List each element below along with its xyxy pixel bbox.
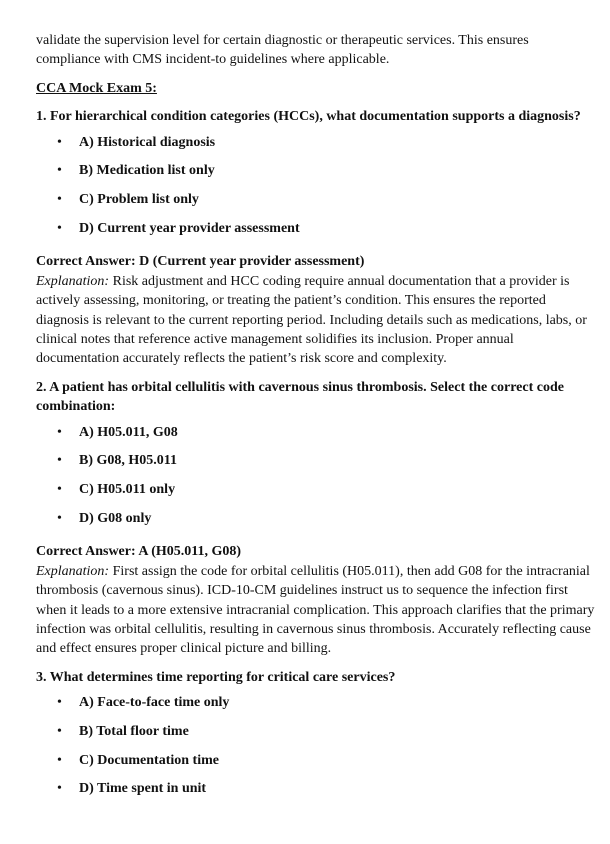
bullet-icon: • <box>57 482 62 497</box>
option-b: • B) G08, H05.011 <box>57 453 178 469</box>
option-a: • A) Face-to-face time only <box>57 695 230 711</box>
section-title: CCA Mock Exam 5: <box>36 80 157 96</box>
question-text: 1. For hierarchical condition categories (HCCs), what documentation supports a diagnosis? <box>36 109 581 125</box>
explanation-label: Explanation: <box>36 273 110 289</box>
option-d: • D) Current year provider assessment <box>57 220 300 236</box>
question-text: 2. A patient has orbital cellulitis with cavernous sinus thrombosis. Select the correct code combination: <box>36 379 564 415</box>
option-a: • A) H05.011, G08 <box>57 424 178 440</box>
option-c: • C) Documentation time <box>57 752 219 768</box>
bullet-icon: • <box>57 723 62 739</box>
bullet-icon: • <box>57 220 62 236</box>
option-b: • B) Total floor time <box>57 723 189 739</box>
correct-answer: Correct Answer: D (Current year provider assessment) <box>36 254 365 270</box>
explanation: Explanation: First assign the code for orbital cellulitis (H05.011), then add G08 for the intracranial thrombosis (cavernous sinus). ICD-10-CM guidelines instruct us to sequence the infection first when it leads to a more extensive intracranial complication. This approach clarifies that the primary infection was orbital cellulitis, resulting in cavernous sinus thrombosis. Accurately reflecting cause and effect ensures proper clinical picture and billing. <box>36 563 595 657</box>
bullet-icon: • <box>57 134 62 150</box>
correct-answer: Correct Answer: A (H05.011, G08) <box>36 544 242 560</box>
option-d: • D) G08 only <box>57 510 152 526</box>
bullet-icon: • <box>57 163 62 179</box>
option-d: • D) Time spent in unit <box>57 781 207 797</box>
option-b: • B) Medication list only <box>57 163 215 179</box>
options-list <box>36 423 596 538</box>
bullet-icon: • <box>57 510 62 526</box>
question-text: 3. What determines time reporting for critical care services? <box>36 669 396 685</box>
options-list <box>36 693 596 808</box>
bullet-icon: • <box>57 695 62 711</box>
question-block-3 <box>36 668 596 808</box>
explanation-label: Explanation: <box>36 563 110 579</box>
option-a: • A) Historical diagnosis <box>57 134 216 150</box>
question-block-2 <box>36 378 596 659</box>
options-list <box>36 133 596 248</box>
bullet-icon: • <box>57 781 62 797</box>
explanation: Explanation: Risk adjustment and HCC coding require annual documentation that a provider is actively assessing, monitoring, or treating the patient’s condition. This ensures the reported diagnosis is relevant to the current reporting period. Including details such as medications, labs, or clinical notes that reference active management solidifies its inclusion. Proper annual documentation accurately reflects the patient’s risk score and complexity. <box>36 273 587 367</box>
question-block-1 <box>36 107 596 369</box>
bullet-icon: • <box>57 752 62 768</box>
bullet-icon: • <box>57 453 62 469</box>
option-c: • C) H05.011 only <box>57 482 176 497</box>
document-page <box>36 31 596 813</box>
bullet-icon: • <box>57 192 62 207</box>
option-c: • C) Problem list only <box>57 192 199 207</box>
intro-paragraph: validate the supervision level for certain diagnostic or therapeutic services. This ensures compliance with CMS incident-to guidelines where applicable. <box>36 33 529 68</box>
bullet-icon: • <box>57 424 62 440</box>
